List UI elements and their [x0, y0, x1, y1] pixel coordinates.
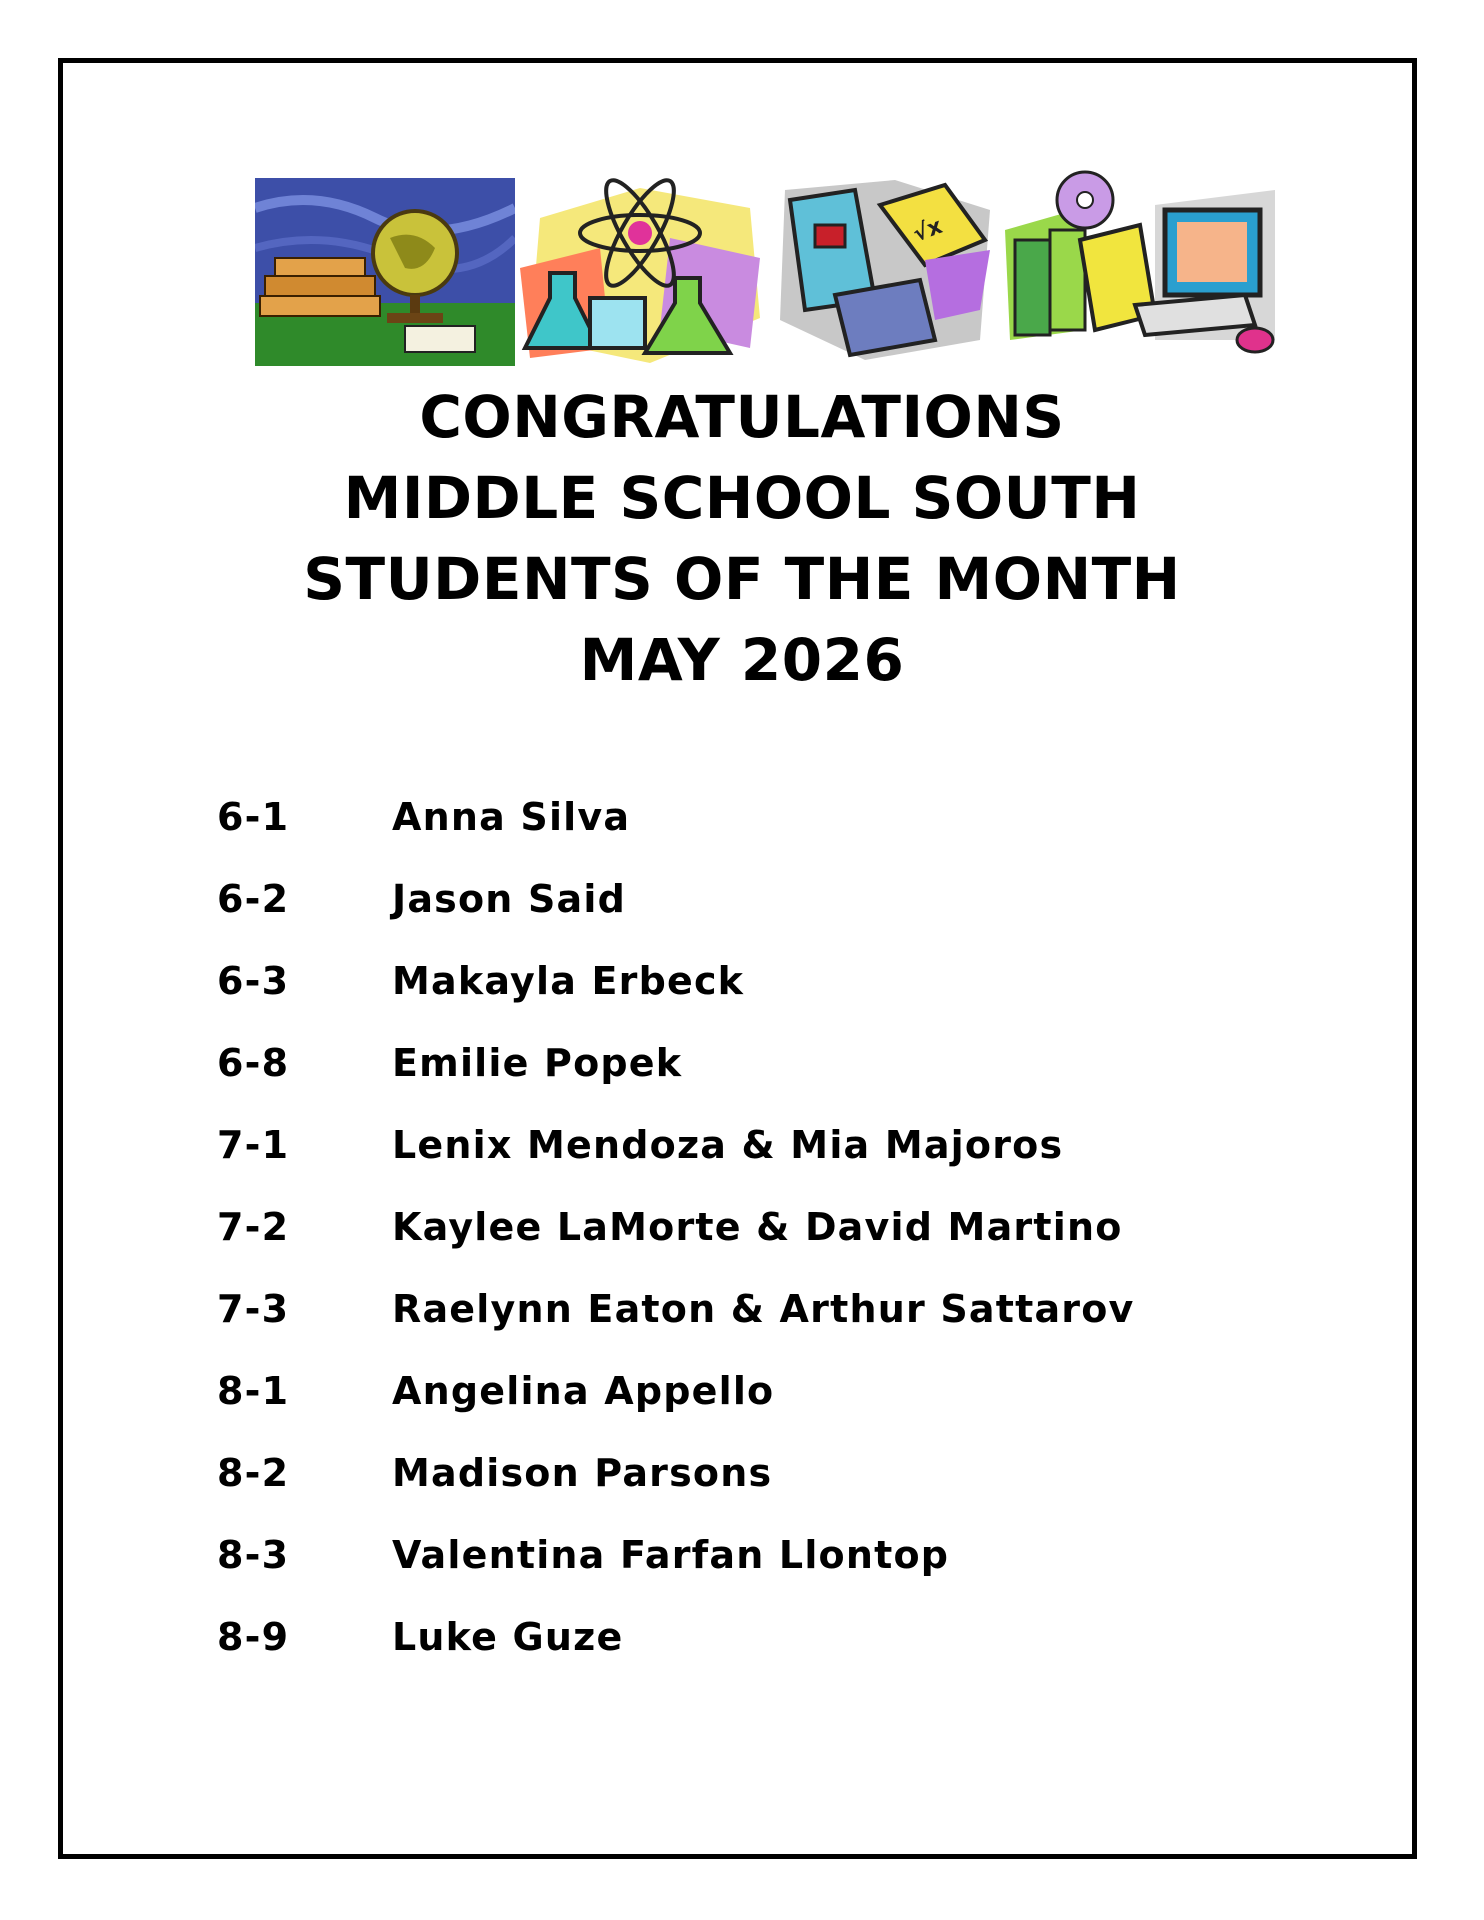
- student-name: Makayla Erbeck: [392, 959, 745, 1003]
- homeroom-label: 6-1: [217, 795, 290, 839]
- student-row: [217, 776, 1317, 858]
- homeroom-label: 7-2: [217, 1205, 290, 1249]
- student-name: Emilie Popek: [392, 1041, 683, 1085]
- student-name: Jason Said: [392, 877, 627, 921]
- student-row: [217, 940, 1317, 1022]
- student-row: [217, 1022, 1317, 1104]
- student-row: [217, 1596, 1317, 1678]
- student-row: [217, 1186, 1317, 1268]
- student-row: [217, 1104, 1317, 1186]
- homeroom-label: 8-9: [217, 1615, 290, 1659]
- homeroom-label: 6-8: [217, 1041, 290, 1085]
- student-name: Valentina Farfan Llontop: [392, 1533, 950, 1577]
- student-row: [217, 1350, 1317, 1432]
- students-roster: [217, 776, 1317, 1678]
- month-heading: MAY 2026: [579, 626, 905, 694]
- science-lab-icon: [520, 178, 765, 366]
- student-row: [217, 1268, 1317, 1350]
- student-row: [217, 1514, 1317, 1596]
- student-name: Anna Silva: [392, 795, 631, 839]
- computer-icon: [1005, 170, 1275, 366]
- math-books-icon: [775, 170, 1000, 366]
- student-name: Lenix Mendoza & Mia Majoros: [392, 1123, 1064, 1167]
- school-name-heading: MIDDLE SCHOOL SOUTH: [343, 464, 1141, 532]
- homeroom-label: 7-3: [217, 1287, 290, 1331]
- student-row: [217, 1432, 1317, 1514]
- homeroom-label: 6-3: [217, 959, 290, 1003]
- student-row: [217, 858, 1317, 940]
- homeroom-label: 6-2: [217, 877, 290, 921]
- homeroom-label: 8-1: [217, 1369, 290, 1413]
- student-name: Luke Guze: [392, 1615, 624, 1659]
- homeroom-label: 8-2: [217, 1451, 290, 1495]
- announcement-header: [0, 377, 1484, 701]
- svg-text:√x: √x: [909, 213, 946, 248]
- homeroom-label: 7-1: [217, 1123, 290, 1167]
- student-name: Raelynn Eaton & Arthur Sattarov: [392, 1287, 1135, 1331]
- award-title-heading: STUDENTS OF THE MONTH: [303, 545, 1181, 613]
- student-name: Angelina Appello: [392, 1369, 775, 1413]
- congratulations-heading: CONGRATULATIONS: [419, 383, 1065, 451]
- student-name: Kaylee LaMorte & David Martino: [392, 1205, 1123, 1249]
- globe-books-icon: [255, 178, 515, 366]
- school-clipart-banner: [255, 170, 1275, 370]
- homeroom-label: 8-3: [217, 1533, 290, 1577]
- student-name: Madison Parsons: [392, 1451, 773, 1495]
